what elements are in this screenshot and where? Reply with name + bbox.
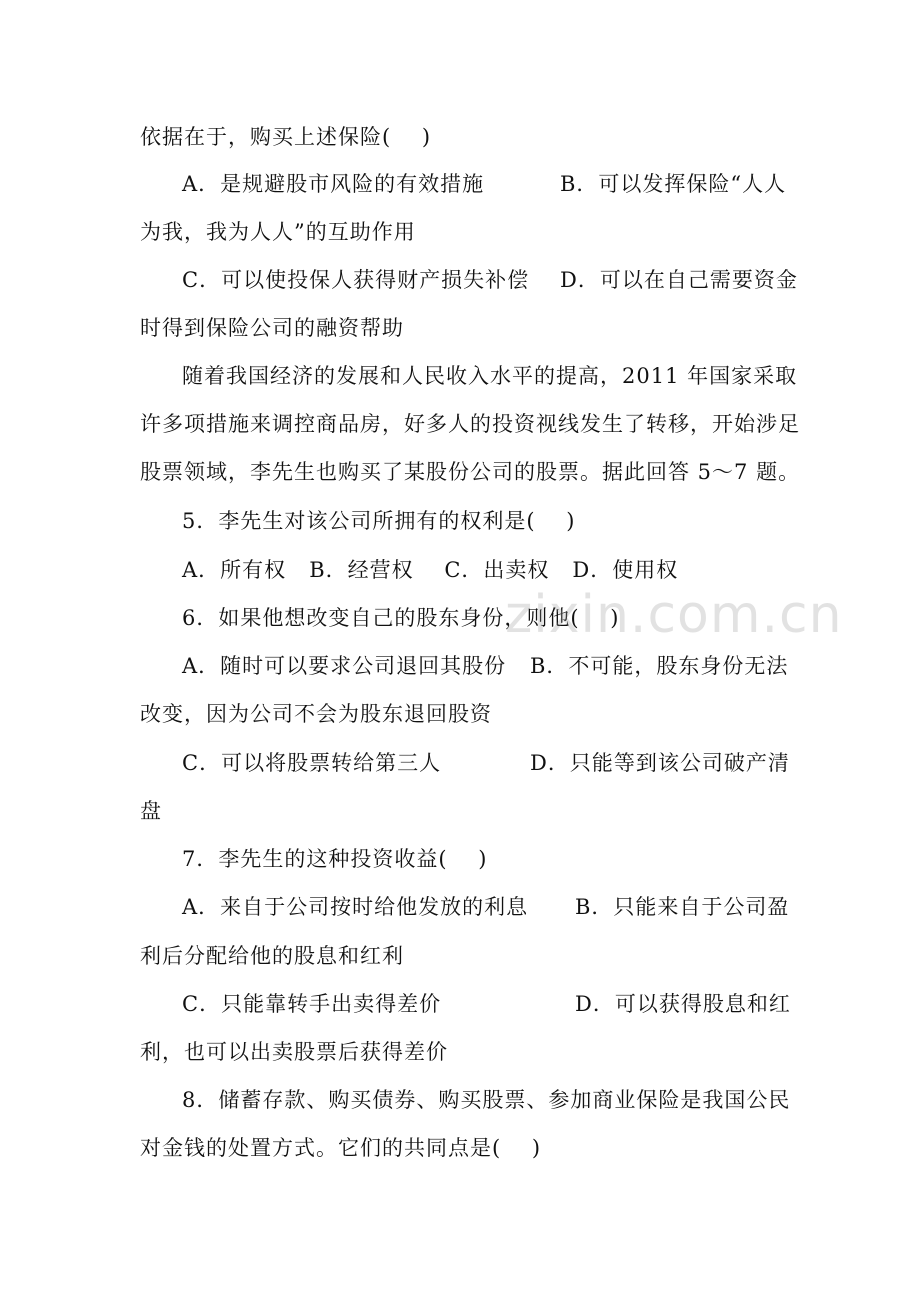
option-q6-d-continued: 盘 [140, 799, 162, 823]
options-q5: A．所有权 B．经营权 C．出卖权 D．使用权 [182, 558, 679, 582]
option-q4-a: A．是规避股市风险的有效措施 [182, 172, 485, 196]
watermark: zixin.com.cn [505, 585, 843, 645]
passage-line: 随着我国经济的发展和人民收入水平的提高，2011 年国家采取 [182, 364, 798, 388]
option-q4-c: C．可以使投保人获得财产损失补偿 [182, 268, 530, 292]
option-q7-c: C．只能靠转手出卖得差价 [182, 992, 442, 1016]
option-q7-b-continued: 利后分配给他的股息和红利 [140, 944, 404, 968]
passage-line: 股票领域，李先生也购买了某股份公司的股票。据此回答 5～7 题。 [140, 460, 801, 484]
text-line: 依据在于，购买上述保险( ) [140, 125, 432, 149]
option-q6-a: A．随时可以要求公司退回其股份 [182, 654, 507, 678]
question-6: 6．如果他想改变自己的股东身份，则他( ) [182, 606, 620, 630]
question-8: 8．储蓄存款、购买债券、购买股票、参加商业保险是我国公民 [182, 1088, 791, 1112]
option-q4-b-continued: 为我，我为人人”的互助作用 [140, 220, 416, 244]
question-8-continued: 对金钱的处置方式。它们的共同点是( ) [140, 1136, 542, 1160]
option-q7-a: A．来自于公司按时给他发放的利息 [182, 895, 529, 919]
option-q4-d: D．可以在自己需要资金 [560, 268, 798, 292]
option-q4-b: B．可以发挥保险“人人 [560, 172, 787, 196]
option-q7-d-continued: 利，也可以出卖股票后获得差价 [140, 1040, 448, 1064]
option-q7-d: D．可以获得股息和红 [575, 992, 791, 1016]
passage-line: 许多项措施来调控商品房，好多人的投资视线发生了转移，开始涉足 [140, 412, 800, 436]
option-q6-b-continued: 改变，因为公司不会为股东退回股资 [140, 702, 492, 726]
option-q4-d-continued: 时得到保险公司的融资帮助 [140, 316, 404, 340]
question-7: 7．李先生的这种投资收益( ) [182, 847, 488, 871]
option-q6-b: B．不可能，股东身份无法 [530, 654, 789, 678]
option-q6-d: D．只能等到该公司破产清 [530, 751, 790, 775]
option-q6-c: C．可以将股票转给第三人 [182, 751, 442, 775]
option-q7-b: B．只能来自于公司盈 [575, 895, 790, 919]
question-5: 5．李先生对该公司所拥有的权利是( ) [182, 509, 576, 533]
